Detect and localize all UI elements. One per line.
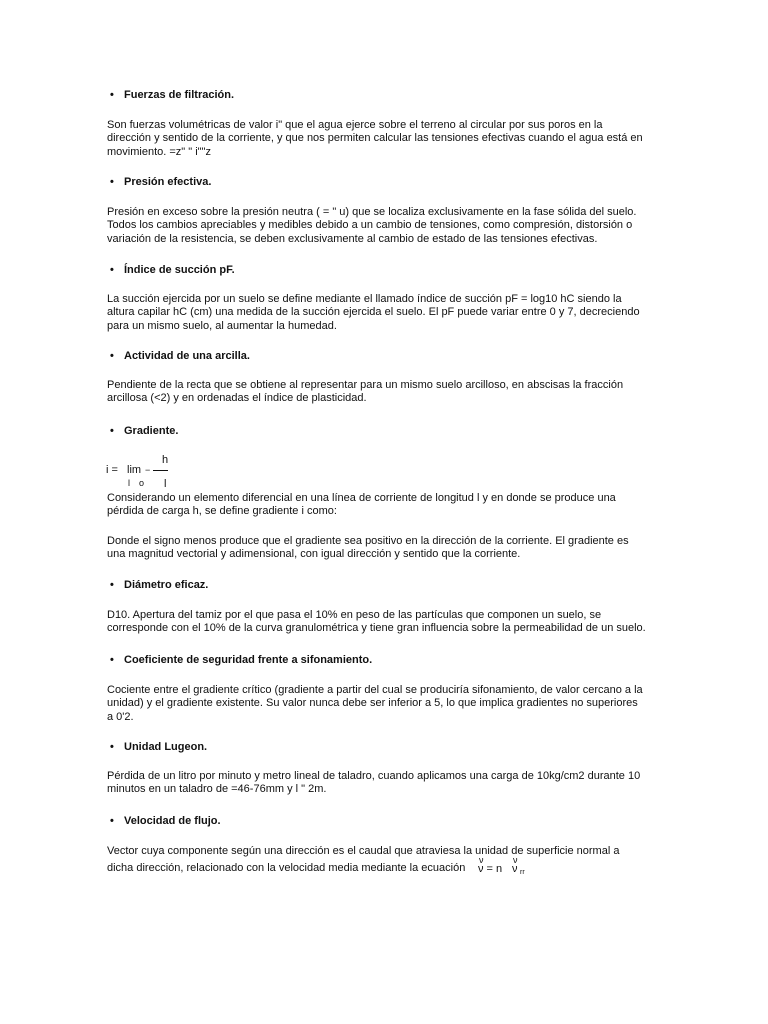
paragraph-coeficiente	[107, 684, 667, 724]
paragraph-line: Son fuerzas volumétricas de valor i" que el agua ejerce sobre el terreno al circular por sus poros en la	[107, 119, 603, 131]
paragraph-line: Presión en exceso sobre la presión neutra ( = " u) que se localiza exclusivamente en la fase sólida del suelo.	[107, 206, 637, 218]
formula-lim-arrow: o	[139, 478, 145, 488]
heading-text: Actividad de una arcilla.	[124, 350, 250, 362]
paragraph-line: dicha dirección, relacionado con la velocidad media mediante la ecuación	[107, 862, 466, 875]
formula-velocity-symbol: ν	[512, 863, 518, 875]
paragraph-line: movimiento. =z" " i""z	[107, 145, 211, 158]
bullet-icon: •	[110, 176, 114, 188]
section-heading-presion	[110, 175, 211, 189]
paragraph-gradiente	[107, 492, 667, 519]
bullet-icon: •	[110, 741, 114, 753]
bullet-icon: •	[110, 815, 114, 827]
paragraph-line: Pendiente de la recta que se obtiene al representar para un mismo suelo arcilloso, en abscisas la fracción	[107, 379, 624, 391]
paragraph-line: Vector cuya componente según una dirección es el caudal que atraviesa la unidad de superficie normal a	[107, 845, 620, 857]
heading-text: Presión efectiva.	[124, 176, 212, 188]
paragraph-actividad	[107, 379, 667, 406]
bullet-icon: •	[110, 654, 114, 666]
paragraph-line: Cociente entre el gradiente crítico (gradiente a partir del cual se produciría sifonamiento, de valor cercano a la	[107, 684, 643, 696]
formula-denominator: l	[164, 478, 167, 490]
section-heading-succion	[110, 263, 235, 277]
heading-text: Coeficiente de seguridad frente a sifonamiento.	[124, 654, 373, 666]
paragraph-gradiente-2	[107, 535, 667, 562]
formula-velocity-subscript: rr	[520, 869, 525, 876]
paragraph-presion	[107, 206, 667, 246]
section-heading-lugeon	[110, 740, 207, 754]
paragraph-line: La succión ejercida por un suelo se define mediante el llamado índice de succión pF = log10 hC siendo la	[107, 293, 622, 305]
bullet-icon: •	[110, 350, 114, 362]
paragraph-succion	[107, 293, 667, 333]
paragraph-line: arcillosa (<2) y en ordenadas el índice de plasticidad.	[107, 392, 367, 405]
paragraph-line: dirección y sentido de la corriente, y que nos permiten calcular las tensiones efectivas cuando el agua está en	[107, 132, 643, 145]
paragraph-velocidad	[107, 845, 667, 876]
paragraph-line: Pérdida de un litro por minuto y metro lineal de taladro, cuando aplicamos una carga de 10kg/cm2 durante 10	[107, 770, 641, 782]
formula-vector-mark: ν	[513, 855, 518, 865]
formula-lim: lim	[127, 464, 142, 476]
paragraph-fuerzas	[107, 119, 667, 159]
paragraph-line: pérdida de carga h, se define gradiente i como:	[107, 505, 337, 518]
section-heading-diametro	[110, 578, 208, 592]
formula-lhs: i =	[106, 464, 118, 476]
section-heading-fuerzas	[110, 88, 234, 102]
heading-text: Índice de succión pF.	[124, 264, 235, 276]
paragraph-line: una magnitud vectorial y adimensional, con igual dirección y sentido que la corriente.	[107, 548, 521, 561]
paragraph-lugeon	[107, 770, 667, 797]
paragraph-line: para un mismo suelo, al aumentar la humedad.	[107, 319, 337, 332]
formula-vector-mark: ν	[479, 855, 484, 865]
bullet-icon: •	[110, 89, 114, 101]
paragraph-line: altura capilar hC (cm) una medida de la succión ejercida el suelo. El pF puede variar entre 0 y 7, decreciendo	[107, 306, 640, 319]
bullet-icon: •	[110, 579, 114, 591]
paragraph-line: corresponde con el 10% de la curva granulométrica y tiene gran influencia sobre la permeabilidad de un suelo.	[107, 622, 646, 635]
section-heading-gradiente	[110, 424, 178, 438]
paragraph-line: Todos los cambios apreciables y medibles debido a un cambio de tensiones, como compresión, distorsión o	[107, 219, 633, 232]
formula-numerator: h	[162, 454, 169, 466]
formula-lim-subscript: l	[128, 478, 130, 488]
formula-equation: ν = n	[478, 863, 503, 875]
bullet-icon: •	[110, 425, 114, 437]
section-heading-actividad	[110, 349, 250, 363]
paragraph-line: a 0'2.	[107, 710, 134, 723]
paragraph-diametro	[107, 609, 667, 636]
heading-text: Velocidad de flujo.	[124, 815, 221, 827]
fraction-bar	[153, 470, 168, 471]
paragraph-line: D10. Apertura del tamiz por el que pasa el 10% en peso de las partículas que componen un suelo, se	[107, 609, 602, 621]
heading-text: Fuerzas de filtración.	[124, 89, 235, 101]
formula-minus: −	[145, 465, 151, 475]
paragraph-line: variación de la resistencia, se deben exclusivamente al cambio de estado de las tensiones efectivas.	[107, 232, 598, 245]
section-heading-coeficiente	[110, 653, 372, 667]
heading-text: Diámetro eficaz.	[124, 579, 209, 591]
section-heading-velocidad	[110, 814, 221, 828]
paragraph-line: Considerando un elemento diferencial en una línea de corriente de longitud l y en donde se produce una	[107, 492, 616, 504]
bullet-icon: •	[110, 264, 114, 276]
heading-text: Gradiente.	[124, 425, 179, 437]
paragraph-line: minutos en un taladro de =46-76mm y l " 2m.	[107, 783, 327, 796]
heading-text: Unidad Lugeon.	[124, 741, 208, 753]
paragraph-line: Donde el signo menos produce que el gradiente sea positivo en la dirección de la corriente. El gradiente es	[107, 535, 629, 547]
paragraph-line: unidad) y el gradiente existente. Su valor nunca debe ser inferior a 5, lo que implica gradientes no superiores	[107, 697, 638, 710]
